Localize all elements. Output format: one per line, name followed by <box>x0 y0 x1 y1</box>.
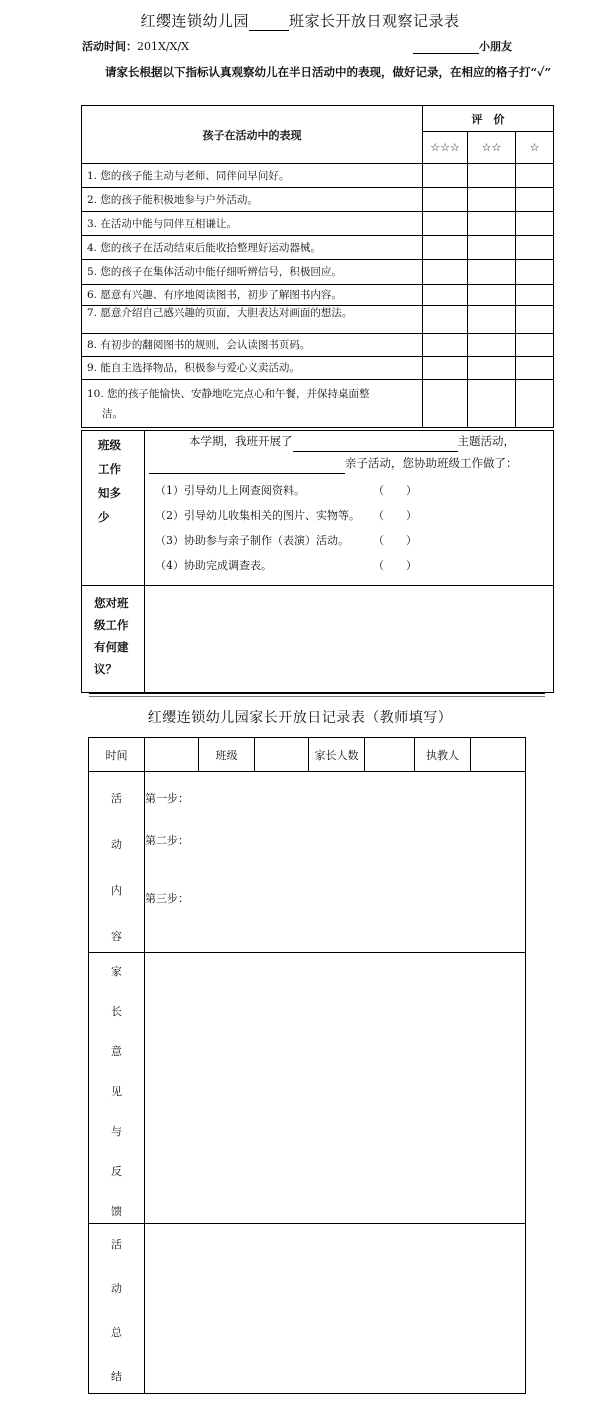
rating-cell[interactable] <box>468 334 516 357</box>
rating-three-stars: ☆☆☆ <box>423 132 468 164</box>
help-option-checkbox[interactable]: （ ） <box>373 534 417 547</box>
rating-cell[interactable] <box>468 212 516 236</box>
help-table <box>81 430 554 693</box>
rating-header: 评 价 <box>423 106 554 132</box>
behavior-item: 4. 您的孩子在活动结束后能收拾整理好运动器械。 <box>82 236 423 260</box>
help-line-1: 本学期，我班开展了 主题活动， <box>145 431 553 452</box>
teacher-field[interactable] <box>471 738 526 772</box>
class-name-blank[interactable] <box>249 30 289 31</box>
parent-count-field[interactable] <box>365 738 415 772</box>
rating-cell[interactable] <box>516 188 554 212</box>
behavior-item: 1. 您的孩子能主动与老师、同伴问早问好。 <box>82 164 423 188</box>
table-row <box>82 236 554 260</box>
behavior-item: 9. 能自主选择物品，积极参与爱心义卖活动。 <box>82 357 423 380</box>
behavior-item <box>82 380 423 428</box>
parent-count-header: 家长人数 <box>309 738 365 772</box>
form1-title-prefix: 红缨连锁幼儿园 <box>140 12 249 30</box>
rating-cell[interactable] <box>423 188 468 212</box>
instruction-text: 请家长根据以下指标认真观察幼儿在半日活动中的表现，做好记录，在相应的格子打“✓” <box>105 65 552 79</box>
child-name-label: 小朋友 <box>479 40 512 53</box>
help-option: （3）协助参与亲子制作（表演）活动。 （ ） <box>145 528 553 553</box>
rating-cell[interactable] <box>468 188 516 212</box>
rating-cell[interactable] <box>516 357 554 380</box>
activity-summary-field[interactable] <box>145 1224 526 1394</box>
rating-cell[interactable] <box>423 260 468 285</box>
parent-feedback-field[interactable] <box>145 953 526 1224</box>
table-row <box>82 334 554 357</box>
behavior-item-line: 10. 您的孩子能愉快、安静地吃完点心和午餐，并保持桌面整 <box>87 387 370 400</box>
suggestion-label: 您对班级工作有何建议？ <box>82 586 145 693</box>
rating-cell[interactable] <box>516 306 554 334</box>
behavior-item: 2. 您的孩子能积极地参与户外活动。 <box>82 188 423 212</box>
table-row <box>82 357 554 380</box>
rating-cell[interactable] <box>423 236 468 260</box>
behavior-header: 孩子在活动中的表现 <box>82 106 423 164</box>
rating-cell[interactable] <box>423 212 468 236</box>
rating-cell[interactable] <box>468 306 516 334</box>
rating-cell[interactable] <box>423 357 468 380</box>
rating-cell[interactable] <box>468 285 516 306</box>
behavior-item: 3. 在活动中能与同伴互相谦让。 <box>82 212 423 236</box>
form1-title-suffix: 班家长开放日观察记录表 <box>289 12 460 30</box>
rating-cell[interactable] <box>468 260 516 285</box>
parent-child-activity-blank[interactable] <box>149 459 345 474</box>
activity-time-value: 201X/X/X <box>137 40 189 53</box>
rating-cell[interactable] <box>516 260 554 285</box>
rating-cell[interactable] <box>468 164 516 188</box>
rating-cell[interactable] <box>516 236 554 260</box>
rating-cell[interactable] <box>423 380 468 428</box>
step-3-label: 第三步： <box>145 892 189 905</box>
rating-cell[interactable] <box>468 380 516 428</box>
rating-cell[interactable] <box>516 380 554 428</box>
theme-activity-blank[interactable] <box>293 437 458 452</box>
activity-time-label: 活动时间： <box>82 40 137 53</box>
rating-cell[interactable] <box>468 236 516 260</box>
help-option-checkbox[interactable]: （ ） <box>373 559 417 572</box>
help-option: （2）引导幼儿收集相关的图片、实物等。 （ ） <box>145 503 553 528</box>
parent-feedback-label: 家 长 意 见 与 反 馈 <box>89 953 145 1224</box>
behavior-item: 6. 愿意有兴趣、有序地阅读图书，初步了解图书内容。 <box>82 285 423 306</box>
observation-table <box>81 105 554 428</box>
activity-summary-label: 活 动 总 结 <box>89 1224 145 1394</box>
rating-cell[interactable] <box>468 357 516 380</box>
class-field[interactable] <box>255 738 309 772</box>
class-header: 班级 <box>199 738 255 772</box>
rating-cell[interactable] <box>423 306 468 334</box>
rating-cell[interactable] <box>423 334 468 357</box>
table-row <box>82 260 554 285</box>
section-divider <box>89 693 545 694</box>
help-content <box>145 431 554 586</box>
activity-content-label: 活 动 内 容 <box>89 772 145 953</box>
help-option: （4）协助完成调查表。 （ ） <box>145 553 553 578</box>
help-label: 班级工作知多少 <box>82 431 145 586</box>
help-line-2: 亲子活动，您协助班级工作做了： <box>145 452 553 474</box>
rating-cell[interactable] <box>423 285 468 306</box>
time-field[interactable] <box>145 738 199 772</box>
suggestion-field[interactable] <box>145 586 554 693</box>
step-2-label: 第二步： <box>145 834 189 847</box>
child-name <box>413 38 512 54</box>
behavior-item: 7. 愿意介绍自己感兴趣的页面，大胆表达对画面的想法。 <box>82 306 423 334</box>
rating-two-stars: ☆☆ <box>468 132 516 164</box>
child-name-blank[interactable] <box>413 41 479 54</box>
teacher-header: 执教人 <box>415 738 471 772</box>
rating-cell[interactable] <box>516 164 554 188</box>
table-row <box>82 212 554 236</box>
help-option: （1）引导幼儿上网查阅资料。 （ ） <box>145 478 553 503</box>
form2-title: 红缨连锁幼儿园家长开放日记录表（教师填写） <box>147 710 453 726</box>
behavior-item: 8. 有初步的翻阅图书的规则，会认读图书页码。 <box>82 334 423 357</box>
form1-title <box>0 10 600 31</box>
table-row <box>82 380 554 428</box>
rating-cell[interactable] <box>516 334 554 357</box>
activity-time <box>82 38 189 54</box>
teacher-record-table <box>88 737 526 1394</box>
rating-cell[interactable] <box>516 285 554 306</box>
help-option-checkbox[interactable]: （ ） <box>373 509 417 522</box>
behavior-item: 5. 您的孩子在集体活动中能仔细听辨信号，积极回应。 <box>82 260 423 285</box>
table-row <box>82 306 554 334</box>
time-header: 时间 <box>89 738 145 772</box>
help-option-checkbox[interactable]: （ ） <box>373 484 417 497</box>
step-1-label: 第一步： <box>145 792 189 805</box>
table-row <box>82 188 554 212</box>
behavior-item-line: 洁。 <box>102 407 123 420</box>
rating-one-star: ☆ <box>516 132 554 164</box>
rating-cell[interactable] <box>423 164 468 188</box>
table-row <box>82 164 554 188</box>
rating-cell[interactable] <box>516 212 554 236</box>
table-row <box>82 285 554 306</box>
activity-content-field[interactable] <box>145 772 526 953</box>
section-divider <box>89 696 545 697</box>
